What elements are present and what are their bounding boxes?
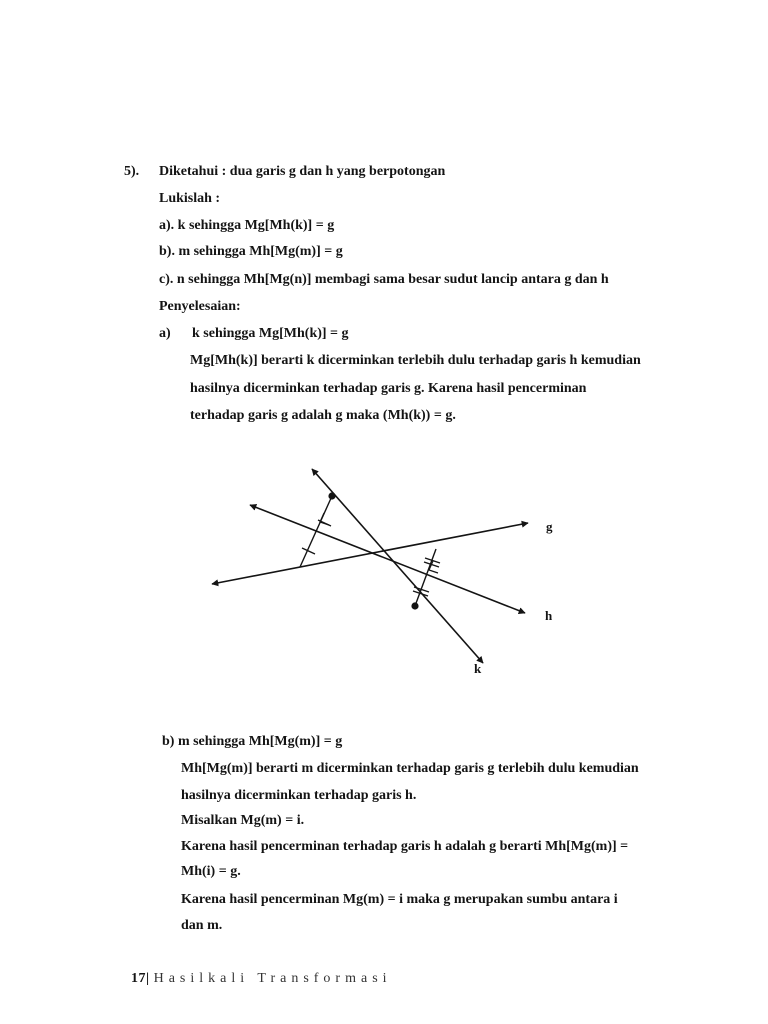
problem-number: 5). (124, 164, 140, 179)
problem-part-c: c). n sehingga Mh[Mg(n)] membagi sama besar sudut lancip antara g dan h (159, 272, 609, 287)
solution-heading: Penyelesaian: (159, 299, 241, 314)
solution-a-line-1: Mg[Mh(k)] berarti k dicerminkan terlebih dulu terhadap garis h kemudian (190, 353, 641, 368)
label-h: h (545, 608, 553, 623)
label-g: g (546, 519, 553, 534)
point-lower (411, 602, 418, 609)
solution-a-line-2: hasilnya dicerminkan terhadap garis g. Karena hasil pencerminan (190, 381, 587, 396)
problem-instruction: Lukislah : (159, 191, 221, 206)
perpendicular-upper (300, 496, 332, 567)
solution-b-line-4: Karena hasil pencerminan terhadap garis h adalah g berarti Mh[Mg(m)] = (181, 839, 629, 854)
solution-b-line-6: Karena hasil pencerminan Mg(m) = i maka g merupakan sumbu antara i (181, 892, 618, 907)
solution-a-line-3: terhadap garis g adalah g maka (Mh(k)) = g. (190, 408, 456, 423)
page-number: 17 (131, 971, 146, 986)
solution-b-line-1: Mh[Mg(m)] berarti m dicerminkan terhadap garis g terlebih dulu kemudian (181, 761, 639, 776)
solution-a-title: k sehingga Mg[Mh(k)] = g (192, 326, 349, 341)
problem-given: Diketahui : dua garis g dan h yang berpotongan (159, 164, 446, 179)
solution-a-label: a) (159, 326, 171, 341)
solution-b-line-5: Mh(i) = g. (181, 864, 241, 879)
problem-part-b: b). m sehingga Mh[Mg(m)] = g (159, 244, 343, 259)
solution-b-line-3: Misalkan Mg(m) = i. (181, 813, 305, 828)
line-k (312, 469, 483, 663)
footer-separator: | (146, 971, 150, 986)
page-footer (131, 971, 392, 987)
running-title: Hasilkali Transformasi (153, 971, 392, 986)
point-upper (328, 492, 335, 499)
solution-b-line-7: dan m. (181, 918, 223, 933)
problem-part-a: a). k sehingga Mg[Mh(k)] = g (159, 218, 335, 233)
reflection-diagram (200, 455, 580, 690)
label-k: k (474, 661, 482, 676)
right-angle-mark-upper (320, 513, 329, 525)
line-h (250, 505, 525, 613)
solution-b-title: b) m sehingga Mh[Mg(m)] = g (162, 734, 343, 749)
solution-b-line-2: hasilnya dicerminkan terhadap garis h. (181, 788, 417, 803)
line-g (212, 523, 528, 584)
